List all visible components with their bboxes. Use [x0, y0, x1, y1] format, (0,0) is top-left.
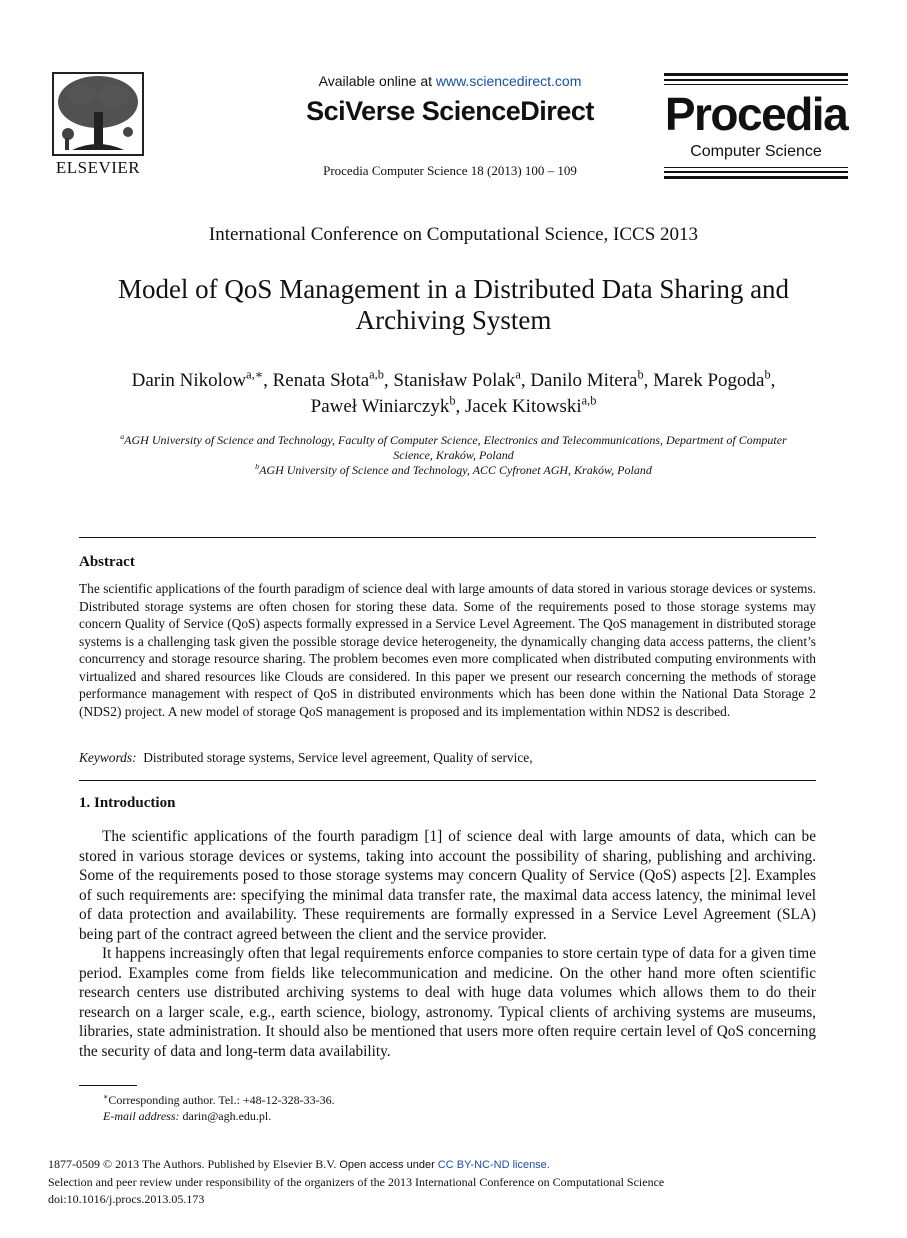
- author-list: [60, 368, 847, 420]
- author-name: Renata Słota: [272, 370, 370, 391]
- available-prefix: Available online at: [318, 73, 436, 89]
- author-affil-mark: a,b: [581, 393, 597, 408]
- author-affil-mark: a,∗: [246, 367, 264, 382]
- author-separator: ,: [770, 370, 776, 391]
- section-heading-introduction: 1. Introduction: [79, 795, 176, 811]
- intro-paragraph-2: It happens increasingly often that legal requirements enforce companies to store certain type of data for a given time period. Examples come from fields like telecommunication and medicine. On the other hand more often scientific research centers use distributed archiving systems to deal with huge data volumes which allows them to do their research on a larger scale, e.g., earth science, biology, astronomy. Typical clients of archiving systems are museums, libraries, state administration. It should also be mentioned that users more often require certain level of QoS concerning the security of data and long-term data availability.: [79, 945, 816, 1060]
- sciencedirect-link[interactable]: www.sciencedirect.com: [435, 73, 582, 89]
- author-name: Danilo Mitera: [530, 370, 638, 391]
- author-line-2: [60, 394, 847, 420]
- author-separator: ,: [263, 370, 273, 391]
- author-affil-mark: a: [515, 367, 521, 382]
- keywords-text: Distributed storage systems, Service level agreement, Quality of service,: [143, 750, 533, 765]
- affiliation-mark: b: [255, 462, 260, 471]
- journal-reference: Procedia Computer Science 18 (2013) 100 – 109: [323, 163, 577, 178]
- author-affil-mark: b: [764, 367, 771, 382]
- affiliation-mark: a: [120, 432, 125, 441]
- keywords-line: [79, 750, 816, 766]
- elsevier-wordmark: ELSEVIER: [55, 158, 141, 177]
- paper-title: [80, 274, 827, 336]
- footnote-email: [103, 1108, 335, 1124]
- doi-line: doi:10.1016/j.procs.2013.05.173: [48, 1192, 205, 1206]
- author-separator: ,: [643, 370, 654, 391]
- affiliation-a-cont: Science, Kraków, Poland: [393, 448, 514, 462]
- footnote-corresponding-text: Corresponding author. Tel.: +48-12-328-33-36.: [108, 1093, 335, 1107]
- intro-paragraph-1: The scientific applications of the fourth paradigm [1] of science deal with large amounts of data, which can be stored in various storage devices or systems, taking into account the possibility of sharing, publishing and archiving. Some of the requirements posed to those storage systems may concern Quality of Service (QoS) aspects [2]. Examples of such requirements are: specifying the minimal data transfer rate, the maximal data access latency, the minimal level of data protection and availability. These requirements are formally expressed in a Service Level Agreement (SLA) being part of the contract agreed between the client and the service provider.: [79, 828, 816, 943]
- procedia-subtitle: Computer Science: [690, 143, 822, 160]
- author-name: Darin Nikolow: [131, 370, 247, 391]
- author-separator: ,: [455, 396, 465, 417]
- abstract-bottom-rule: [79, 780, 816, 781]
- author-affil-mark: a,b: [369, 367, 384, 382]
- peer-review-line: Selection and peer review under responsibility of the organizers of the 2013 International Conference on Computational Science: [48, 1175, 665, 1189]
- abstract-text: The scientific applications of the fourth paradigm of science deal with large amounts of data stored in various storage devices or systems. Distributed storage systems are often chosen for storing these data. Some of the requirements posed to those storage systems may concern Quality of Service (QoS) aspects formally expressed in a Service Level Agreement. The QoS management in distributed storage systems is a challenging task given the possible storage device heterogeneity, the dynamically changing data access patterns, the client’s concurrency and storage resource sharing. The problem becomes even more complicated when distributed computing environments with virtualized and shared resources like Clouds are considered. In this paper we present our research concerning the methods of storage performance management with respect of QoS in distributed environments which has been done within the National Data Storage 2 (NDS2) project. A new model of storage QoS management is proposed and its implementation within NDS2 is described.: [79, 581, 816, 719]
- abstract-heading: Abstract: [79, 554, 135, 570]
- available-online-line: [200, 73, 700, 89]
- affiliations: [80, 433, 827, 478]
- copyright-text: 1877-0509 © 2013 The Authors. Published by Elsevier B.V.: [48, 1157, 340, 1171]
- procedia-rule: [664, 84, 848, 85]
- procedia-wordmark: Procedia: [664, 88, 848, 140]
- procedia-rule: [664, 167, 848, 168]
- footnote: [103, 1092, 335, 1124]
- license-link[interactable]: CC BY-NC-ND license.: [437, 1159, 550, 1171]
- title-line-1: Model of QoS Management in a Distributed Data Sharing and: [117, 274, 790, 304]
- author-name: Marek Pogoda: [653, 370, 765, 391]
- footnote-rule: [79, 1085, 137, 1086]
- elsevier-tree-icon: [52, 72, 144, 156]
- keywords-label: Keywords:: [79, 750, 137, 765]
- abstract-top-rule: [79, 537, 816, 538]
- affiliation-text: AGH University of Science and Technology, ACC Cyfronet AGH, Kraków, Poland: [259, 463, 652, 477]
- conference-name: International Conference on Computational Science, ICCS 2013: [208, 224, 699, 245]
- title-line-2: Archiving System: [355, 305, 552, 335]
- procedia-rule: [664, 73, 848, 76]
- affiliation-a: [80, 433, 827, 448]
- author-name: Paweł Winiarczyk: [310, 396, 450, 417]
- elsevier-logo: [50, 72, 146, 180]
- author-affil-mark: b: [449, 393, 456, 408]
- footnote-mark: ∗: [103, 1092, 109, 1101]
- author-separator: ,: [520, 370, 531, 391]
- footnote-corresponding: [103, 1092, 335, 1108]
- copyright-line: [48, 1156, 664, 1174]
- author-name: Jacek Kitowski: [465, 396, 582, 417]
- author-name: Stanisław Polak: [393, 370, 516, 391]
- affiliation-text: AGH University of Science and Technology, Faculty of Computer Science, Electronics and Telecommunications, Department of Computer: [124, 433, 787, 447]
- bottom-matter: [48, 1156, 664, 1208]
- email-label: E-mail address:: [103, 1109, 180, 1123]
- procedia-rule: [664, 171, 848, 173]
- procedia-logo: [664, 73, 848, 179]
- author-line-1: [60, 368, 847, 394]
- procedia-rule: [664, 79, 848, 81]
- sciverse-sciencedirect-logo: SciVerse ScienceDirect: [306, 96, 594, 126]
- procedia-rule: [664, 176, 848, 179]
- affiliation-b: [80, 463, 827, 478]
- author-separator: ,: [383, 370, 394, 391]
- author-affil-mark: b: [637, 367, 644, 382]
- email-address[interactable]: darin@agh.edu.pl.: [182, 1109, 272, 1123]
- open-access-text: Open access under: [339, 1159, 438, 1171]
